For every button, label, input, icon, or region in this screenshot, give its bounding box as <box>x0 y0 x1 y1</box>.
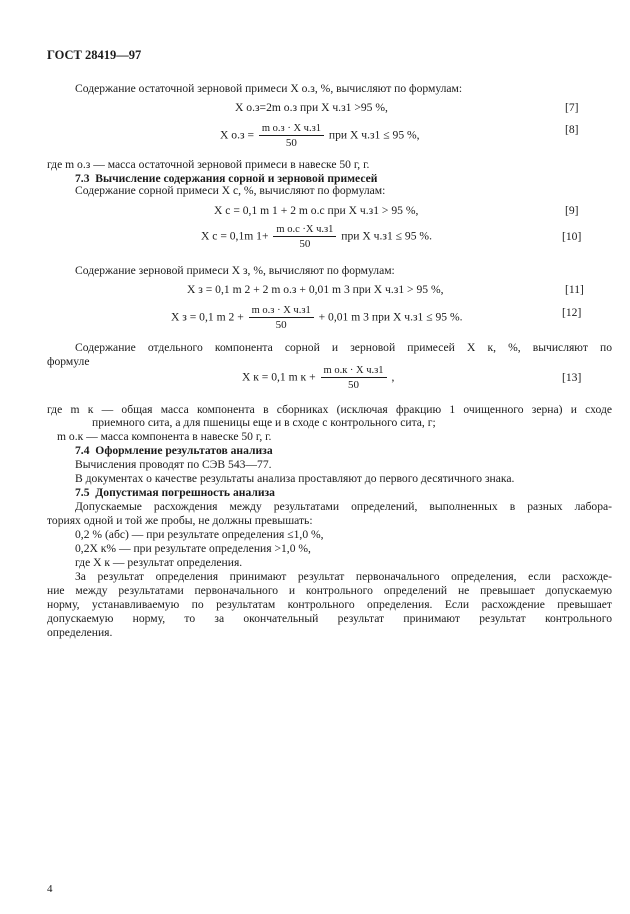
final-para-line-3: норму, устанавливаемую по результатам контрольного определения. Если расхождение превышает <box>47 598 612 611</box>
formula-10-number: [10] <box>562 230 582 243</box>
formula-13-number: [13] <box>562 371 582 384</box>
section-7-5-title: Допустимая погрешность анализа <box>95 486 275 499</box>
intro-grain-text: Содержание зерновой примеси X з, %, вычисляют по формулам: <box>75 264 395 277</box>
page-number: 4 <box>47 883 53 895</box>
formula-10-lhs: X с = 0,1m 1+ <box>201 229 269 243</box>
section-7-5-item-1: 0,2 % (абс) — при результате определения ≤1,0 %, <box>75 528 324 541</box>
formula-9: X с = 0,1 m 1 + 2 m о.с при X ч.з1 > 95 %, <box>214 204 419 217</box>
section-7-5-item-2: 0,2X к% — при результате определения >1,0 %, <box>75 542 311 555</box>
formula-12-fraction <box>249 305 314 331</box>
formula-8-denominator: 50 <box>285 137 297 149</box>
section-7-4-title: Оформление результатов анализа <box>95 444 273 457</box>
formula-7: X о.з=2m о.з при X ч.з1 >95 %, <box>235 101 388 114</box>
formula-11-number: [11] <box>565 283 584 296</box>
where-mk-line-1: где m к — общая масса компонента в сборниках (исключая фракцию 1 очищенного зерна) и сходе <box>47 403 612 416</box>
formula-12-denominator: 50 <box>275 319 287 331</box>
formula-8-condition: при X ч.з1 ≤ 95 %, <box>328 128 420 142</box>
intro-weed-text: Содержание сорной примеси X с, %, вычисляют по формулам: <box>75 184 386 197</box>
formula-9-number: [9] <box>565 204 579 217</box>
section-7-4-heading <box>75 444 273 458</box>
final-para-line-4: допускаемую норму, то за окончательный результат принимают результат контрольного <box>47 612 612 625</box>
formula-13-fraction <box>321 365 387 391</box>
final-para-line-2: ние между результатами первоначального и контрольного определений не превышает допускаемую <box>47 584 612 597</box>
formula-12-lhs: X з = 0,1 m 2 + <box>171 310 244 324</box>
formula-12-numerator: m о.з · X ч.з1 <box>249 305 314 318</box>
formula-8-number: [8] <box>565 123 579 136</box>
formula-10-numerator: m о.с ·X ч.з1 <box>273 224 336 237</box>
document-header: ГОСТ 28419—97 <box>47 48 142 62</box>
formula-12-condition: + 0,01 m 3 при X ч.з1 ≤ 95 %. <box>318 310 463 324</box>
formula-13-denominator: 50 <box>348 379 360 391</box>
intro-residual-text: Содержание остаточной зерновой примеси X о.з, %, вычисляют по формулам: <box>75 82 463 95</box>
formula-12-number: [12] <box>562 306 582 319</box>
formula-13 <box>242 365 394 391</box>
section-7-5-number: 7.5 <box>75 486 90 499</box>
component-text-line-1: Содержание отдельного компонента сорной и зерновой примесей X к, %, вычисляют по <box>75 341 612 354</box>
formula-11: X з = 0,1 m 2 + 2 m о.з + 0,01 m 3 при X ч.з1 > 95 %, <box>187 283 444 296</box>
final-para-line-5: определения. <box>47 626 113 639</box>
section-7-5-line-1: Допускаемые расхождения между результатами определений, выполненных в разных лабора- <box>75 500 612 513</box>
where-residual-text: где m о.з — масса остаточной зерновой примеси в навеске 50 г, г. <box>47 158 370 171</box>
formula-13-lhs: X к = 0,1 m к + <box>242 370 316 384</box>
section-7-4-line-2: В документах о качестве результаты анализа проставляют до первого десятичного знака. <box>75 472 515 485</box>
section-7-5-heading <box>75 486 275 500</box>
section-7-3-number: 7.3 <box>75 172 90 185</box>
formula-8-numerator: m о.з · X ч.з1 <box>259 123 324 136</box>
formula-13-numerator: m о.к · X ч.з1 <box>321 365 387 378</box>
section-7-4-line-1: Вычисления проводят по СЭВ 543—77. <box>75 458 272 471</box>
section-7-5-item-3: где X к — результат определения. <box>75 556 243 569</box>
formula-12 <box>171 305 463 331</box>
component-text-line-2: формуле <box>47 355 90 368</box>
formula-7-number: [7] <box>565 101 579 114</box>
final-para-line-1: За результат определения принимают результат первоначального определения, если расхожде- <box>75 570 612 583</box>
formula-10-fraction <box>273 224 336 250</box>
formula-10-denominator: 50 <box>299 238 311 250</box>
section-7-4-number: 7.4 <box>75 444 90 457</box>
formula-8-lhs: X о.з = <box>220 128 254 142</box>
formula-13-condition: , <box>391 370 395 384</box>
where-mk-line-2: приемного сита, а для пшеницы еще и в сходе с контрольного сита, г; <box>92 416 436 429</box>
where-mok-text: m о.к — масса компонента в навеске 50 г, г. <box>57 430 272 443</box>
formula-10 <box>201 224 432 250</box>
formula-8 <box>220 123 420 149</box>
section-7-5-line-2: ториях одной и той же пробы, не должны превышать: <box>47 514 313 527</box>
formula-10-condition: при X ч.з1 ≤ 95 %. <box>341 229 432 243</box>
formula-8-fraction <box>259 123 324 149</box>
section-7-3-title: Вычисление содержания сорной и зерновой примесей <box>95 172 378 185</box>
